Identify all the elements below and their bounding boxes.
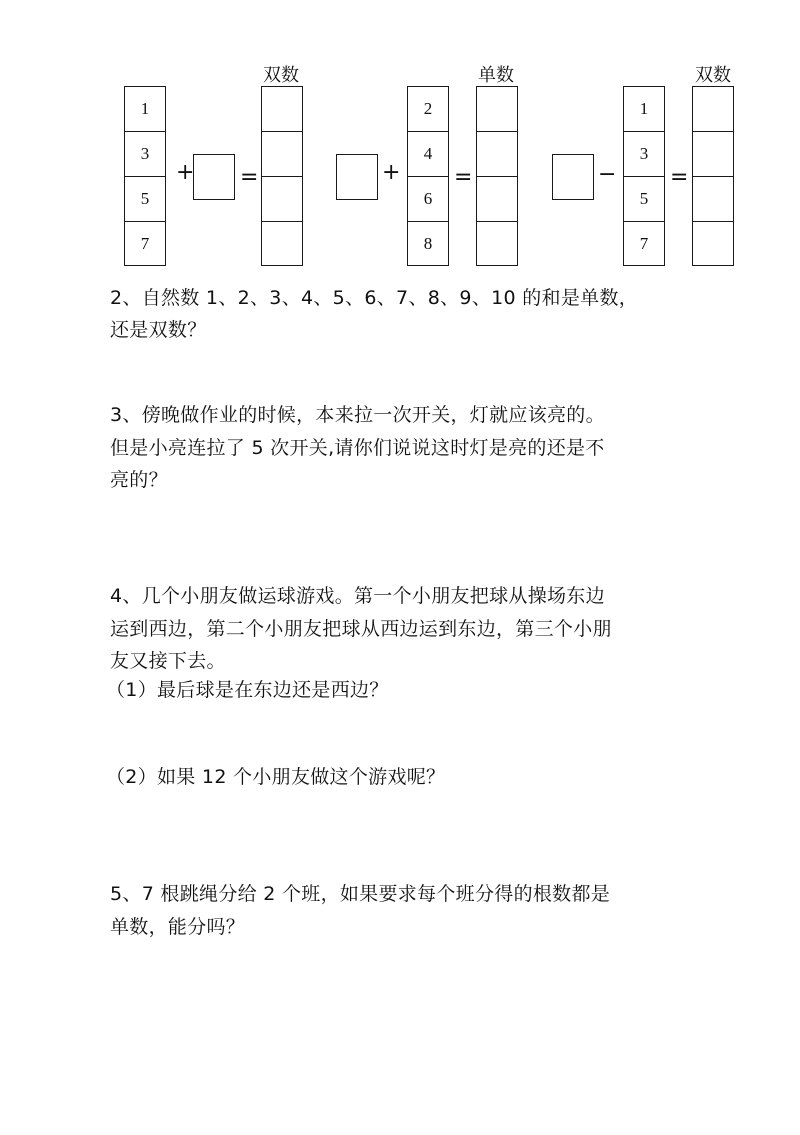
column-bottom-edge: [623, 265, 665, 266]
answer-box[interactable]: [193, 154, 235, 200]
result-cell[interactable]: [692, 221, 734, 266]
number-cell: 7: [124, 221, 166, 266]
result-cell[interactable]: [261, 86, 303, 131]
problem-4-line-2: 运到西边，第二个小朋友把球从西边运到东边，第三个小朋: [110, 618, 612, 640]
number-cell: 3: [623, 131, 665, 176]
result-cell[interactable]: [261, 176, 303, 221]
column-bottom-edge: [407, 265, 449, 266]
problem-2-line-2: 还是双数？: [110, 319, 207, 341]
result-cell[interactable]: [261, 131, 303, 176]
minus-sign: −: [598, 162, 617, 187]
problem-3-line-1: 3、傍晚做作业的时候，本来拉一次开关，灯就应该亮的。: [110, 404, 605, 426]
number-cell: 1: [124, 86, 166, 131]
result-cell[interactable]: [692, 131, 734, 176]
answer-box[interactable]: [552, 154, 594, 200]
result-label: 双数: [695, 65, 731, 86]
problem-3-line-3: 亮的？: [110, 469, 168, 491]
number-cell: 3: [124, 131, 166, 176]
number-cell: 5: [124, 176, 166, 221]
number-cell: 7: [623, 221, 665, 266]
result-cell[interactable]: [476, 131, 518, 176]
number-cell: 5: [623, 176, 665, 221]
result-label: 双数: [263, 65, 299, 86]
number-cell: 4: [407, 131, 449, 176]
problem-4-line-1: 4、几个小朋友做运球游戏。第一个小朋友把球从操场东边: [110, 585, 605, 607]
problem-2-line-1: 2、自然数 1、2、3、4、5、6、7、8、9、10 的和是单数，: [110, 287, 639, 309]
result-cell[interactable]: [692, 176, 734, 221]
plus-sign: +: [176, 160, 195, 185]
result-cell[interactable]: [692, 86, 734, 131]
problem-5-line-1: 5、7 根跳绳分给 2 个班，如果要求每个班分得的根数都是: [110, 883, 611, 905]
problem-3-line-2: 但是小亮连拉了 5 次开关,请你们说说这时灯是亮的还是不: [110, 437, 605, 459]
number-cell: 1: [623, 86, 665, 131]
result-cell[interactable]: [476, 86, 518, 131]
problem-4-subquestion-1: （1）最后球是在东边还是西边？: [106, 679, 389, 701]
problem-4-line-3: 友又接下去。: [110, 650, 226, 672]
number-cell: 6: [407, 176, 449, 221]
column-bottom-edge: [124, 265, 166, 266]
column-bottom-edge: [692, 265, 734, 266]
plus-sign: +: [382, 160, 401, 185]
equals-sign: =: [454, 165, 473, 190]
result-cell[interactable]: [261, 221, 303, 266]
number-cell: 8: [407, 221, 449, 266]
equals-sign: =: [240, 165, 259, 190]
column-bottom-edge: [261, 265, 303, 266]
result-cell[interactable]: [476, 221, 518, 266]
result-cell[interactable]: [476, 176, 518, 221]
column-bottom-edge: [476, 265, 518, 266]
result-label: 单数: [478, 65, 514, 86]
problem-5-line-2: 单数，能分吗？: [110, 916, 246, 938]
problem-4-subquestion-2: （2）如果 12 个小朋友做这个游戏呢？: [106, 766, 446, 788]
equals-sign: =: [670, 165, 689, 190]
answer-box[interactable]: [336, 154, 378, 200]
number-cell: 2: [407, 86, 449, 131]
